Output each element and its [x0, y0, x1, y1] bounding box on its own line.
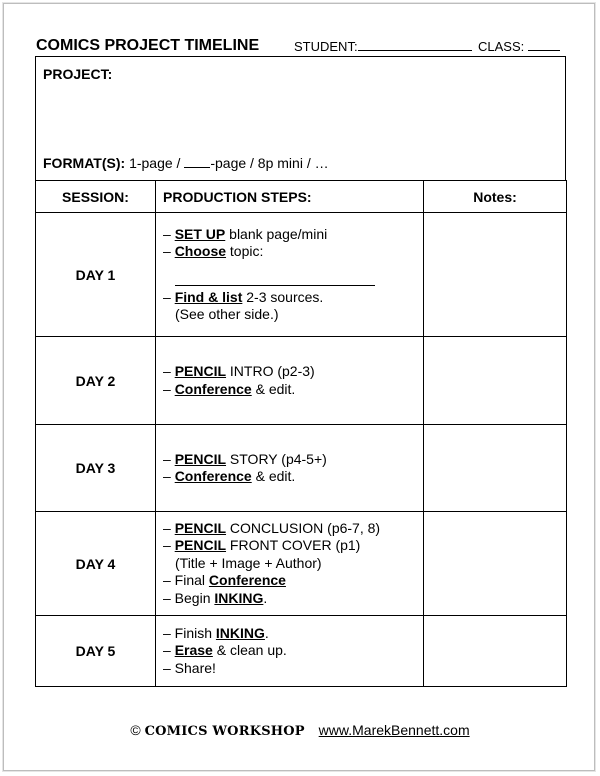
table-row [36, 512, 567, 616]
session-day: DAY 4 [36, 512, 156, 616]
production-steps-cell [156, 616, 424, 687]
step-item [163, 451, 419, 469]
step-item [163, 625, 419, 643]
page-title: COMICS PROJECT TIMELINE [36, 37, 260, 54]
step-item [163, 537, 419, 555]
student-field [294, 39, 472, 54]
table-row [36, 337, 567, 425]
header-notes: Notes: [424, 181, 567, 213]
class-label: CLASS: [478, 39, 525, 54]
step-keyword: INKING [215, 624, 265, 641]
step-prefix: – Final [163, 572, 209, 589]
step-prefix: – [163, 642, 175, 659]
step-keyword: PENCIL [174, 363, 227, 379]
project-box [35, 56, 566, 181]
step-item [163, 468, 419, 486]
header-production-steps: PRODUCTION STEPS: [156, 181, 424, 213]
step-prefix: – [163, 243, 175, 259]
step-prefix: – [163, 288, 175, 305]
step-item [163, 381, 419, 399]
step-text: & edit. [251, 380, 296, 397]
step-text: blank page/mini [225, 225, 328, 242]
step-prefix: – [163, 468, 175, 484]
format-blank-line [184, 155, 210, 168]
step-keyword: Conference [174, 380, 252, 397]
notes-cell [424, 616, 567, 687]
step-prefix: – [163, 519, 175, 536]
footer-url[interactable]: www.MarekBennett.com [318, 722, 470, 738]
step-item [163, 363, 419, 381]
step-item [163, 243, 419, 261]
step-keyword: SET UP [174, 225, 226, 242]
step-text: . [263, 589, 268, 606]
project-label: PROJECT: [43, 66, 113, 82]
format-line [43, 155, 329, 171]
step-keyword: Conference [208, 572, 286, 589]
step-item [163, 555, 419, 573]
step-text: STORY (p4-5+) [226, 450, 327, 467]
step-prefix: – [163, 450, 175, 467]
step-text: & clean up. [212, 642, 287, 659]
step-text: (See other side.) [175, 306, 279, 322]
step-prefix: – Share! [163, 659, 216, 676]
step-keyword: Find & list [174, 288, 243, 305]
step-prefix: – Finish [163, 624, 216, 641]
class-field [478, 39, 560, 54]
table-header-row [36, 181, 567, 213]
step-keyword: Conference [174, 468, 252, 484]
step-item [163, 306, 419, 324]
step-text: 2-3 sources. [242, 288, 324, 305]
class-blank-line [528, 39, 560, 51]
step-prefix: – [163, 363, 175, 379]
step-keyword: INKING [214, 589, 264, 606]
step-item [163, 289, 419, 307]
step-keyword: Choose [174, 243, 227, 259]
timeline-table [35, 180, 567, 687]
student-label: STUDENT: [294, 39, 358, 54]
step-prefix: – [163, 537, 175, 554]
step-item [163, 590, 419, 608]
step-item [163, 572, 419, 590]
step-prefix: – Begin [163, 589, 215, 606]
step-item [163, 660, 419, 678]
footer [0, 722, 600, 739]
step-item [163, 642, 419, 660]
step-prefix: – [163, 225, 175, 242]
production-steps-cell [156, 337, 424, 425]
notes-cell [424, 213, 567, 337]
step-keyword: PENCIL [174, 537, 227, 554]
notes-cell [424, 512, 567, 616]
session-day: DAY 5 [36, 616, 156, 687]
session-day: DAY 3 [36, 425, 156, 512]
step-item [163, 226, 419, 244]
header-session: SESSION: [36, 181, 156, 213]
step-text: topic: [226, 243, 264, 259]
format-option-2: -page / 8p mini / … [210, 155, 329, 171]
table-row [36, 425, 567, 512]
step-text: . [264, 624, 269, 641]
production-steps-cell [156, 213, 424, 337]
copyright-symbol: © [130, 722, 141, 738]
step-text: FRONT COVER (p1) [226, 537, 361, 554]
production-steps-cell [156, 425, 424, 512]
step-text: & edit. [251, 468, 296, 484]
step-prefix: – [163, 380, 175, 397]
step-text: CONCLUSION (p6-7, 8) [226, 519, 381, 536]
step-text: INTRO (p2-3) [226, 363, 315, 379]
step-keyword: PENCIL [174, 519, 227, 536]
step-keyword: Erase [174, 642, 213, 659]
session-day: DAY 2 [36, 337, 156, 425]
step-text: (Title + Image + Author) [175, 554, 322, 571]
session-day: DAY 1 [36, 213, 156, 337]
step-item [163, 520, 419, 538]
format-option-1: 1-page / [129, 155, 181, 171]
student-blank-line [358, 39, 472, 51]
table-row [36, 616, 567, 687]
notes-cell [424, 337, 567, 425]
notes-cell [424, 425, 567, 512]
footer-brand: COMICS WORKSHOP [144, 724, 305, 739]
format-label: FORMAT(S): [43, 155, 126, 171]
step-keyword: PENCIL [174, 450, 227, 467]
topic-blank-line [175, 261, 375, 286]
page-header [36, 36, 566, 58]
table-row [36, 213, 567, 337]
production-steps-cell [156, 512, 424, 616]
